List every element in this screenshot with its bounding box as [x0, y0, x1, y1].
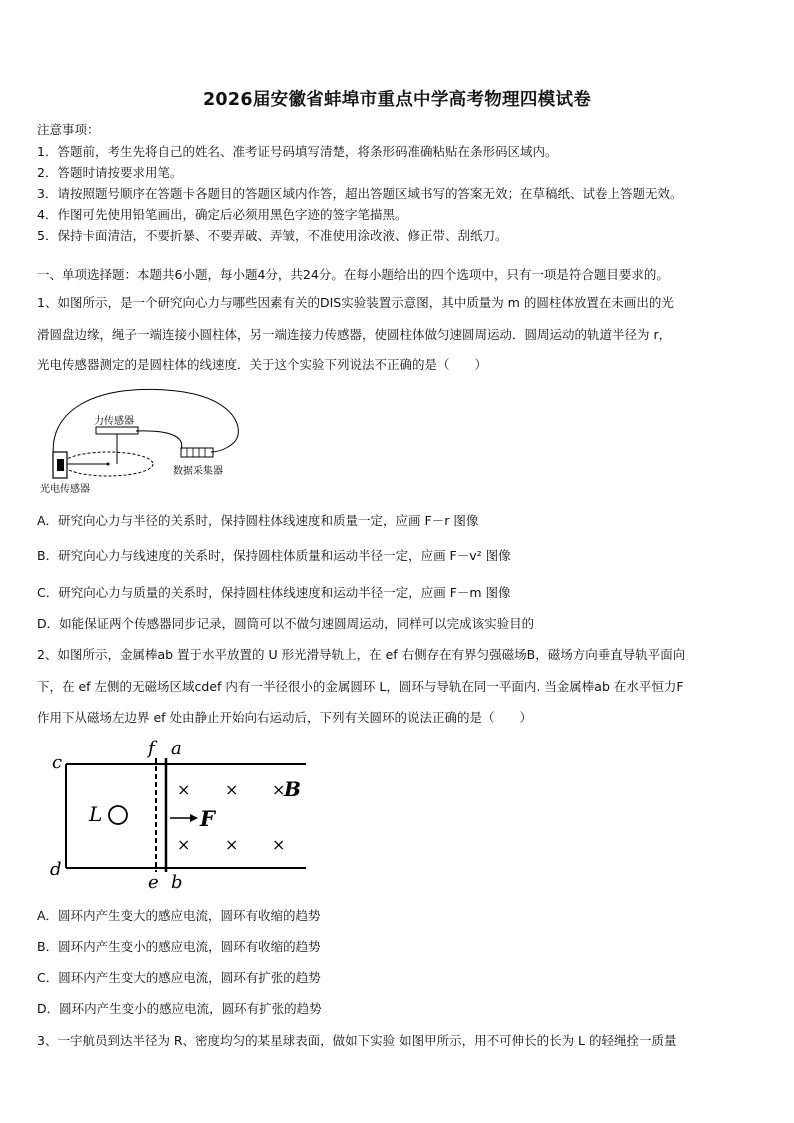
label-c: c [52, 752, 63, 773]
notice-item: 1．答题前，考生先将自己的姓名、准考证号码填写清楚，将条形码准确粘贴在条形码区域内。 [37, 144, 558, 159]
field-cross: × [225, 780, 239, 799]
question-2-option-d: D．圆环内产生变小的感应电流，圆环有扩张的趋势 [37, 1001, 322, 1016]
label-e: e [148, 872, 159, 893]
question-1-line: 光电传感器测定的是圆柱体的线速度．关于这个实验下列说法不正确的是（ ） [37, 357, 488, 372]
question-2-option-c: C．圆环内产生变大的感应电流，圆环有扩张的趋势 [37, 970, 321, 985]
notice-item: 5．保持卡面清洁，不要折暴、不要弄破、弄皱，不准使用涂改液、修正带、刮纸刀。 [37, 228, 508, 243]
question-2-option-a: A．圆环内产生变大的感应电流，圆环有收缩的趋势 [37, 908, 321, 923]
label-F: F [200, 806, 215, 831]
question-2-option-b: B．圆环内产生变小的感应电流，圆环有收缩的趋势 [37, 939, 321, 954]
notice-item: 2．答题时请按要求用笔。 [37, 165, 183, 180]
data-collector-label: 数据采集器 [173, 466, 223, 477]
field-cross: × [177, 780, 191, 799]
label-B: B [284, 777, 301, 801]
field-cross: × [272, 835, 286, 854]
field-cross: × [177, 835, 191, 854]
force-sensor-label: 力传感器 [94, 416, 134, 427]
question-1-line: 滑圆盘边缘，绳子一端连接小圆柱体，另一端连接力传感器，使圆柱体做匀速圆周运动．圆周运动的轨道半径为 r， [37, 327, 672, 342]
label-b: b [171, 872, 183, 893]
question-1-option-a: A．研究向心力与半径的关系时，保持圆柱体线速度和质量一定，应画 F－r 图像 [37, 513, 479, 528]
rail-field-figure [44, 738, 314, 893]
question-1-option-d: D．如能保证两个传感器同步记录，圆筒可以不做匀速圆周运动，同样可以完成该实验目的 [37, 616, 535, 631]
label-L: L [89, 802, 103, 826]
label-f: f [148, 738, 155, 759]
question-1-option-b: B．研究向心力与线速度的关系时，保持圆柱体质量和运动半径一定，应画 F－v² 图像 [37, 548, 511, 563]
dis-apparatus-figure [36, 380, 256, 500]
field-cross: × [272, 780, 286, 799]
question-3-line: 3、一宇航员到达半径为 R、密度均匀的某星球表面，做如下实验 如图甲所示，用不可伸长的长为 L 的轻绳拴一质量 [37, 1033, 677, 1048]
section-heading: 一、单项选择题：本题共6小题，每小题4分，共24分。在每小题给出的四个选项中，只有一项是符合题目要求的。 [37, 267, 669, 282]
photo-sensor-label: 光电传感器 [40, 484, 90, 495]
question-2-line: 作用下从磁场左边界 ef 处由静止开始向右运动后，下列有关圆环的说法正确的是（ ） [37, 710, 533, 725]
question-2-line: 2、如图所示，金属棒ab 置于水平放置的 U 形光滑导轨上，在 ef 右侧存在有界匀强磁场B，磁场方向垂直导轨平面向 [37, 647, 686, 662]
notice-heading: 注意事项： [37, 122, 100, 137]
label-a: a [171, 738, 182, 759]
field-cross: × [225, 835, 239, 854]
metal-ring [109, 806, 127, 824]
question-2-line: 下，在 ef 左侧的无磁场区域cdef 内有一半径很小的金属圆环 L，圆环与导轨在同一平面内. 当金属棒ab 在水平恒力F [37, 679, 684, 694]
notice-item: 4．作图可先使用铅笔画出，确定后必须用黑色字迹的签字笔描黑。 [37, 207, 408, 222]
label-d: d [50, 859, 62, 880]
notice-item: 3．请按照题号顺序在答题卡各题目的答题区域内作答，超出答题区域书写的答案无效；在草稿纸、试卷上答题无效。 [37, 186, 683, 201]
question-1-option-c: C．研究向心力与质量的关系时，保持圆柱体线速度和运动半径一定，应画 F－m 图像 [37, 585, 511, 600]
question-1-line: 1、如图所示，是一个研究向心力与哪些因素有关的DIS实验装置示意图，其中质量为 m 的圆柱体放置在未画出的光 [37, 295, 674, 310]
page-title: 2026届安徽省蚌埠市重点中学高考物理四模试卷 [202, 90, 592, 110]
